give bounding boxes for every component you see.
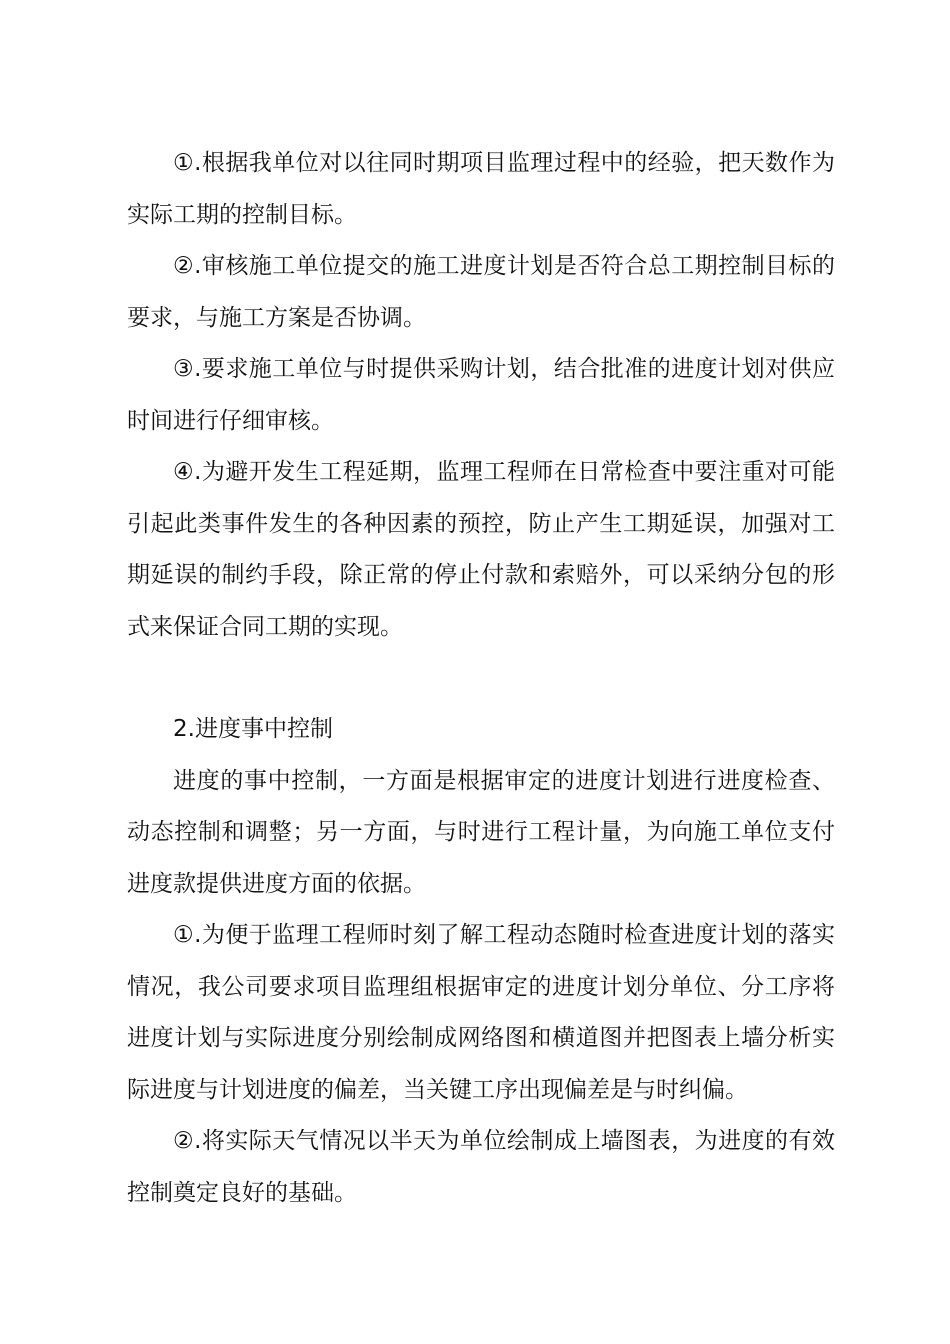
section-heading: 2.进度事中控制 <box>173 716 333 742</box>
section-intro-paragraph: 进度的事中控制，一方面是根据审定的进度计划进行进度检查、动态控制和调整；另一方面，与时进行工程计量，为向施工单位支付进度款提供进度方面的依据。 <box>127 767 835 897</box>
paragraph-item-1: ①.根据我单位对以往同时期项目监理过程中的经验，把天数作为实际工期的控制目标。 <box>127 150 835 228</box>
paragraph-item-6: ②.将实际天气情况以半天为单位绘制成上墙图表，为进度的有效控制奠定良好的基础。 <box>127 1128 835 1206</box>
section-spacer <box>127 653 835 704</box>
paragraph-item-5: ①.为便于监理工程师时刻了解工程动态随时检查进度计划的落实情况，我公司要求项目监理组根据审定的进度计划分单位、分工序将进度计划与实际进度分别绘制成网络图和横道图并把图表上墙分析实际进度与计划进度的偏差，当关键工序出现偏差是与时纠偏。 <box>127 922 835 1103</box>
paragraph-item-3: ③.要求施工单位与时提供采购计划，结合批准的进度计划对供应时间进行仔细审核。 <box>127 356 835 434</box>
document-body <box>127 138 835 1219</box>
paragraph-item-2: ②.审核施工单位提交的施工进度计划是否符合总工期控制目标的要求，与施工方案是否协调。 <box>127 253 835 331</box>
paragraph-item-4: ④.为避开发生工程延期，监理工程师在日常检查中要注重对可能引起此类事件发生的各种因素的预控，防止产生工期延误，加强对工期延误的制约手段，除正常的停止付款和索赔外，可以采纳分包的形式来保证合同工期的实现。 <box>127 459 835 640</box>
